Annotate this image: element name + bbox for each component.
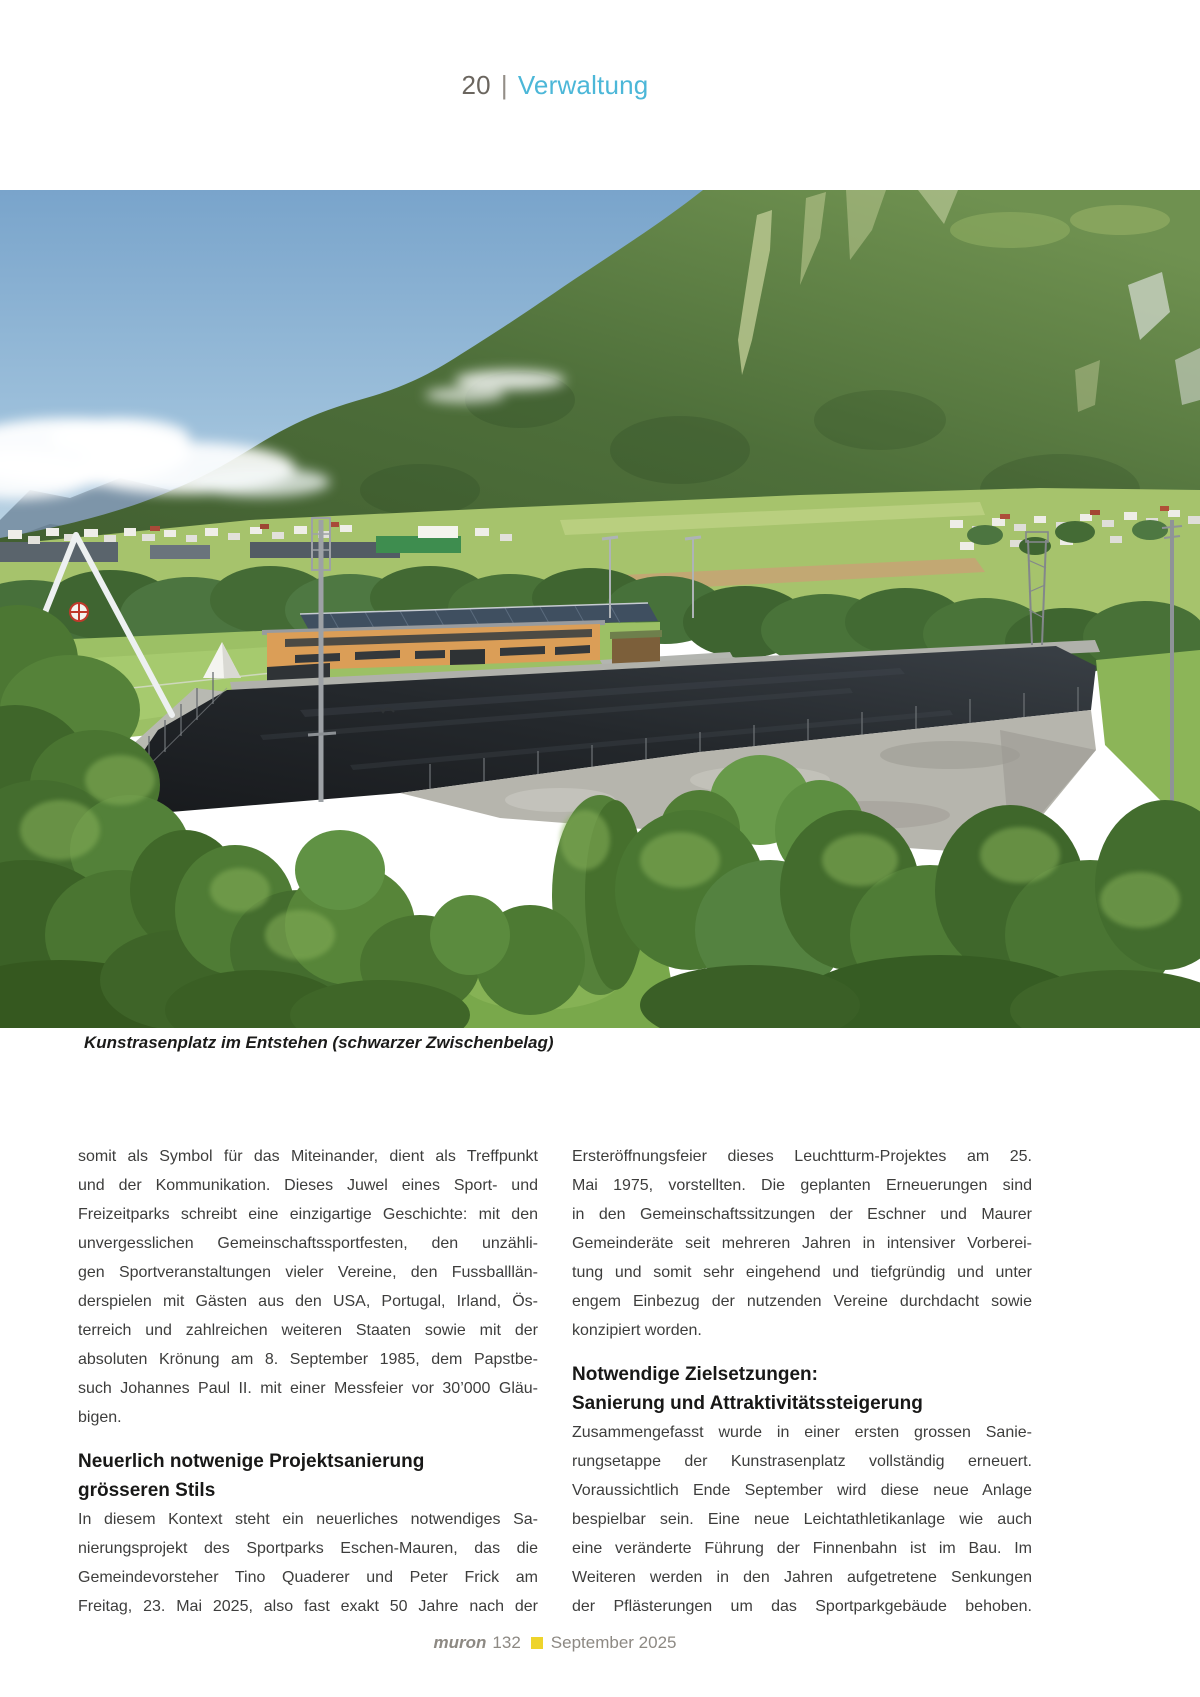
text-line: rungsetappe der Kunstrasenplatz vollständig erneuert. — [572, 1453, 1032, 1470]
text-line: Freizeitparks schreibt eine einzigartige Geschichte: mit den — [78, 1206, 538, 1223]
page-number: 20 — [461, 70, 491, 100]
article-body — [78, 1142, 1032, 1621]
text-line: Zusammengefasst wurde in einer ersten grossen Sanie- — [572, 1424, 1032, 1441]
article-paragraph — [572, 1418, 1032, 1621]
text-line: bigen. — [78, 1409, 122, 1426]
text-line: unvergesslichen Gemeinschaftssportfesten, den unzähli- — [78, 1235, 538, 1252]
text-line: terreich und zahlreichen weiteren Staaten sowie mit der — [78, 1322, 538, 1339]
text-line: derspielen mit Gästen aus den USA, Portugal, Irland, Ös- — [78, 1293, 538, 1310]
text-line: Gemeindevorsteher Tino Quaderer und Peter Frick am — [78, 1569, 538, 1586]
text-line: der Pflästerungen um das Sportparkgebäude behoben. — [572, 1598, 1032, 1615]
issue-date: September 2025 — [550, 1633, 677, 1652]
column-left — [78, 1142, 538, 1621]
text-line: Mai 1975, vorstellten. Die geplanten Erneuerungen sind — [572, 1177, 1032, 1194]
text-line: Voraussichtlich Ende September wird diese neue Anlage — [572, 1482, 1032, 1499]
text-line: such Johannes Paul II. mit einer Messfeier vor 30’000 Gläu- — [78, 1380, 538, 1397]
page-footer — [78, 1633, 1032, 1653]
heading-line: grösseren Stils — [78, 1480, 216, 1501]
heading-line: Neuerlich notwenige Projektsanierung — [78, 1451, 425, 1472]
text-line: In diesem Kontext steht ein neuerliches notwendiges Sa- — [78, 1511, 538, 1528]
article-paragraph — [572, 1142, 1032, 1345]
section-title: Verwaltung — [517, 70, 649, 100]
article-paragraph — [78, 1505, 538, 1621]
text-line: Weiteren werden in den Jahren aufgetretene Senkungen — [572, 1569, 1032, 1586]
article-heading — [572, 1360, 1032, 1418]
article-paragraph — [78, 1142, 538, 1432]
text-line: nierungsprojekt des Sportparks Eschen-Mauren, das die — [78, 1540, 538, 1557]
text-line: konzipiert worden. — [572, 1322, 702, 1339]
text-line: gen Sportveranstaltungen vieler Vereine, den Fussballlän- — [78, 1264, 538, 1281]
heading-line: Sanierung und Attraktivitätssteigerung — [572, 1393, 923, 1414]
header-separator: | — [500, 70, 508, 100]
article-heading — [78, 1447, 538, 1505]
text-line: Gemeinderäte seit mehreren Jahren in intensiver Vorberei- — [572, 1235, 1032, 1252]
text-line: bespielbar sein. Eine neue Leichtathletikanlage wie auch — [572, 1511, 1032, 1528]
text-line: in den Gemeinschaftssitzungen der Eschner und Maurer — [572, 1206, 1032, 1223]
text-line: eine veränderte Führung der Finnenbahn ist im Bau. Im — [572, 1540, 1032, 1557]
text-line: tung und somit sehr eingehend und tiefgründig und unter — [572, 1264, 1032, 1281]
text-line: Ersteröffnungsfeier dieses Leuchtturm-Projektes am 25. — [572, 1148, 1032, 1165]
heading-line: Notwendige Zielsetzungen: — [572, 1364, 818, 1385]
page-header — [78, 70, 1032, 101]
aerial-photo-illustration — [0, 190, 1200, 1028]
text-line: und der Kommunikation. Dieses Juwel eines Sport- und — [78, 1177, 538, 1194]
text-line: somit als Symbol für das Miteinander, dient als Treffpunkt — [78, 1148, 538, 1165]
text-line: Freitag, 23. Mai 2025, also fast exakt 50 Jahre nach der — [78, 1598, 538, 1615]
issue-number: 132 — [492, 1633, 521, 1652]
column-right — [572, 1142, 1032, 1621]
magazine-name: muron — [433, 1633, 487, 1652]
article-photo — [0, 190, 1200, 1028]
issue-separator-square — [531, 1637, 543, 1649]
text-line: engem Einbezug der nutzenden Vereine durchdacht sowie — [572, 1293, 1032, 1310]
photo-caption: Kunstrasenplatz im Entstehen (schwarzer Zwischenbelag) — [84, 1033, 554, 1052]
text-line: absoluten Krönung am 8. September 1985, dem Papstbe- — [78, 1351, 538, 1368]
